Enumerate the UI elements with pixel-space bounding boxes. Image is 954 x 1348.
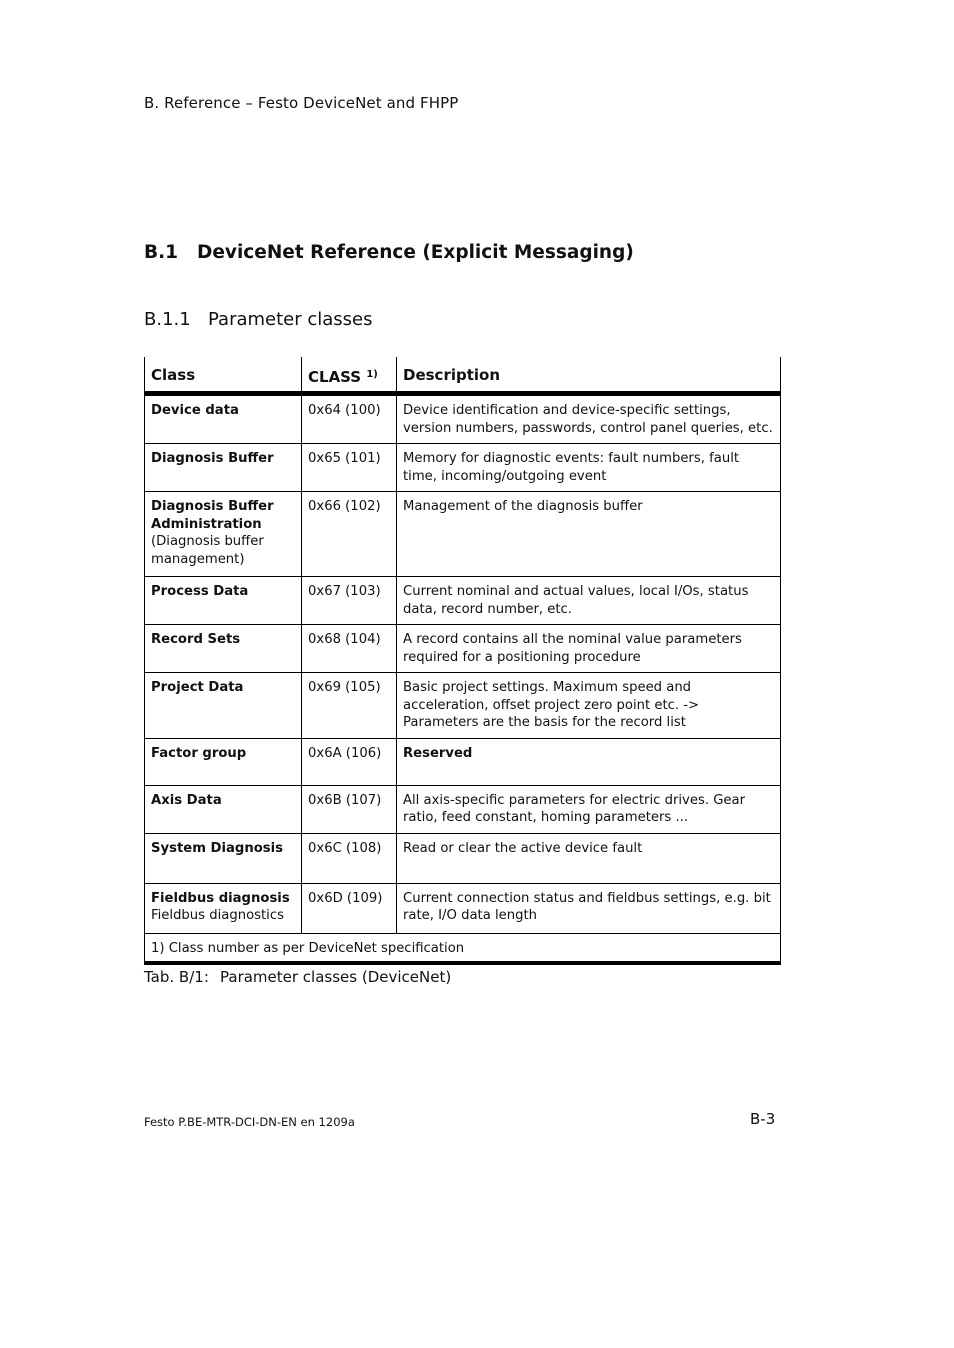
cell-class-code: 0x67 (103) [302,577,397,625]
description-emphasis: Reserved [403,745,473,761]
cell-class-code: 0x64 (100) [302,394,397,444]
cell-class-name [145,785,302,833]
table-row [145,833,781,883]
running-head: B. Reference – Festo DeviceNet and FHPP [144,94,459,112]
footer-doc-id: Festo P.BE-MTR-DCI-DN-EN en 1209a [144,1115,355,1129]
cell-class-code: 0x6A (106) [302,738,397,785]
header-class-code [302,357,397,394]
class-name: Diagnosis Buffer [151,451,274,466]
class-name: Axis Data [151,792,222,808]
cell-description: Basic project settings. Maximum speed and acceleration, offset project zero point etc. -> Parameters are the basis for the record list [397,673,781,739]
table-footnote: 1) Class number as per DeviceNet specification [145,933,781,963]
class-name: Project Data [151,680,244,695]
table-header-row [145,357,781,394]
class-name: Fieldbus diagnosis [151,890,290,906]
cell-description: Read or clear the active device fault [397,833,781,883]
subsection-number: B.1.1 [144,309,191,330]
table-row [145,785,781,833]
page-number: B-3 [750,1110,776,1128]
section-heading [144,242,634,263]
table-row [145,492,781,577]
cell-class-code: 0x6D (109) [302,883,397,933]
cell-class-code: 0x6B (107) [302,785,397,833]
cell-class-name [145,673,302,739]
class-name: Record Sets [151,632,241,647]
table-row [145,738,781,785]
cell-class-code: 0x6C (108) [302,833,397,883]
class-name-sub: (Diagnosis buffer management) [151,534,264,567]
header-class-code-label: CLASS [308,367,362,386]
table-row [145,444,781,492]
cell-class-name [145,444,302,492]
cell-class-code: 0x65 (101) [302,444,397,492]
caption-label: Tab. B/1: [144,968,209,986]
subsection-heading [144,309,373,330]
caption-text: Parameter classes (DeviceNet) [220,968,452,986]
cell-description: Current connection status and fieldbus settings, e.g. bit rate, I/O data length [397,883,781,933]
class-name: Factor group [151,745,247,761]
table-row [145,577,781,625]
cell-class-name [145,738,302,785]
cell-class-name [145,394,302,444]
cell-description: Management of the diagnosis buffer [397,492,781,577]
cell-class-code: 0x68 (104) [302,625,397,673]
table-row [145,394,781,444]
footnote-marker: 1) [366,368,378,380]
cell-class-code: 0x69 (105) [302,673,397,739]
cell-description: Device identification and device-specific settings, version numbers, passwords, control panel queries, etc. [397,394,781,444]
class-name: Device data [151,403,239,418]
cell-description [397,738,781,785]
section-title: DeviceNet Reference (Explicit Messaging) [197,242,634,263]
class-name-sub: Fieldbus diagnostics [151,908,284,923]
cell-class-name [145,625,302,673]
header-description: Description [397,357,781,394]
cell-description: Memory for diagnostic events: fault numbers, fault time, incoming/outgoing event [397,444,781,492]
table-footnote-row [145,933,781,963]
table-caption [144,968,451,986]
class-name: Diagnosis Buffer Administration [151,499,274,532]
class-name: System Diagnosis [151,840,283,856]
cell-class-name [145,883,302,933]
subsection-title: Parameter classes [208,309,373,330]
cell-class-code: 0x66 (102) [302,492,397,577]
table-row [145,673,781,739]
cell-description: Current nominal and actual values, local I/Os, status data, record number, etc. [397,577,781,625]
table-row [145,625,781,673]
section-number: B.1 [144,242,179,263]
cell-description: All axis-specific parameters for electric drives. Gear ratio, feed constant, homing parameters ... [397,785,781,833]
cell-class-name [145,492,302,577]
table-row [145,883,781,933]
parameter-classes-table [144,357,781,965]
cell-class-name [145,833,302,883]
class-name: Process Data [151,584,249,599]
cell-description: A record contains all the nominal value parameters required for a positioning procedure [397,625,781,673]
header-class: Class [145,357,302,394]
cell-class-name [145,577,302,625]
